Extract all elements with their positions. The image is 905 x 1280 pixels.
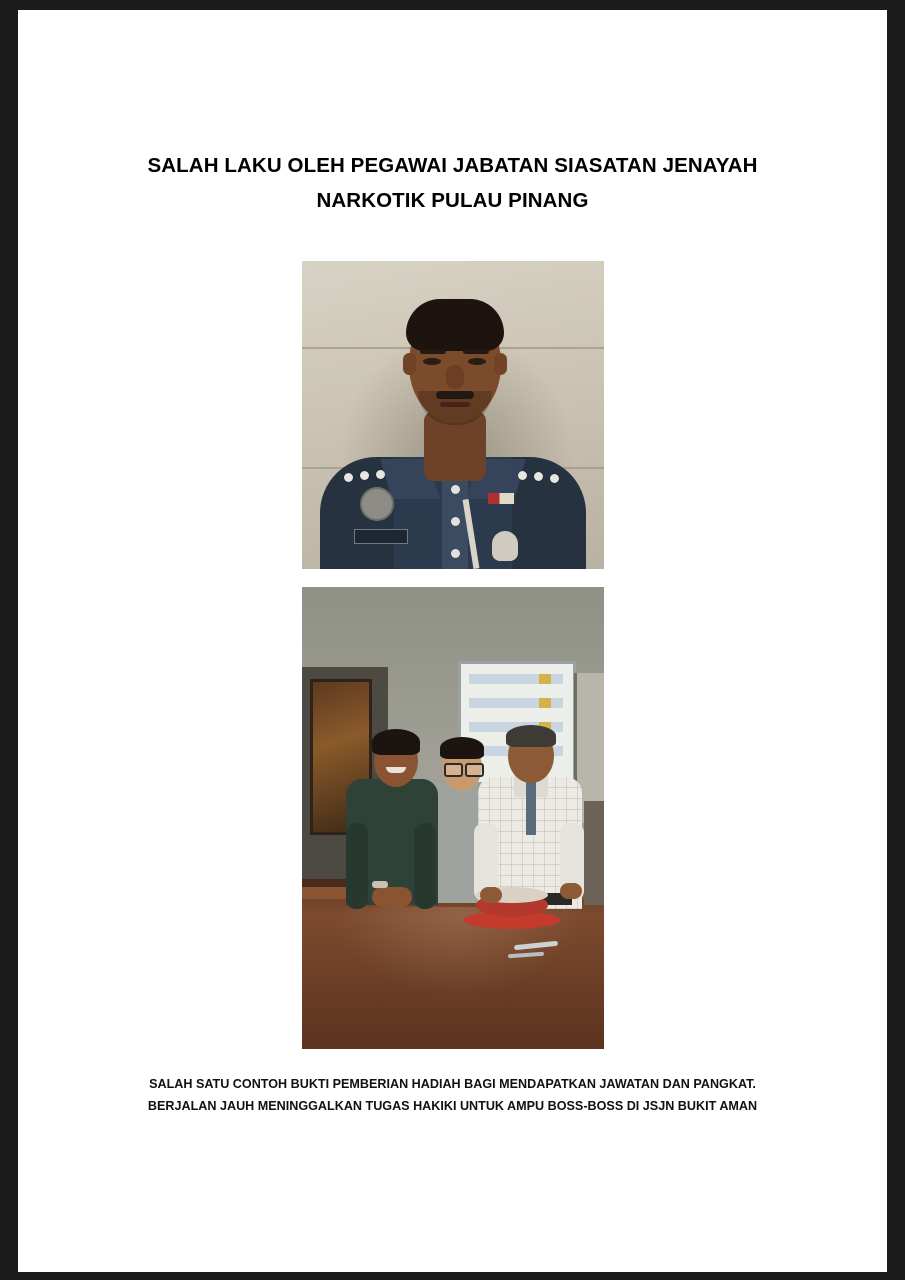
glasses-icon [465,763,484,777]
portrait-photo [302,261,604,569]
portrait-moustache [436,391,474,399]
uniform-button [451,517,460,526]
portrait-mouth [440,402,470,407]
portrait-brow-right [463,349,489,354]
uniform-badge-icon [360,487,394,521]
rank-pip-icon [376,470,385,479]
person-right-hand-left [480,887,502,903]
portrait-eye-left [423,358,441,365]
page-title-line-1: SALAH LAKU OLEH PEGAWAI JABATAN SIASATAN JENAYAH [147,154,758,177]
group-photo [302,587,604,1049]
caption-line-1: SALAH SATU CONTOH BUKTI PEMBERIAN HADIAH BAGI MENDAPATKAN JAWATAN DAN PANGKAT. [149,1077,756,1091]
person-left-hands [372,887,412,907]
caption-line-2: BERJALAN JAUH MENINGGALKAN TUGAS HAKIKI UNTUK AMPU BOSS-BOSS DI JSJN BUKIT AMAN [147,1099,758,1113]
glasses-icon [444,763,463,777]
portrait-brow-left [420,349,446,354]
person-left-arm-right [414,823,436,909]
person-middle-hair [440,737,484,759]
person-left-hair [372,729,420,755]
person-right-hand-right [560,883,582,899]
page-title [83,148,823,218]
photo-caption [83,1073,823,1117]
uniform-nametag [354,529,408,544]
rank-pip-icon [344,473,353,482]
document-body [18,10,887,1117]
person-left-arm-left [346,823,368,909]
uniform-button [451,549,460,558]
rank-pip-icon [360,471,369,480]
noticeboard-marker [539,698,551,708]
portrait-ear-left [403,353,416,375]
person-right-hair [506,725,556,747]
page-title-line-2: NARKOTIK PULAU PINANG [316,189,589,212]
portrait-hair [406,299,504,351]
rank-pip-icon [550,474,559,483]
portrait-ear-right [494,353,507,375]
noticeboard-marker [539,674,551,684]
rank-pip-icon [534,472,543,481]
uniform-button [451,485,460,494]
rank-pip-icon [518,471,527,480]
uniform-ribbon-icon [488,493,514,504]
person-left-smile [386,767,406,773]
portrait-nose [446,365,464,389]
portrait-eye-right [468,358,486,365]
uniform-crest-icon [492,531,518,561]
person-right-tie [526,779,536,835]
document-page [18,10,887,1272]
wristwatch-icon [372,881,388,888]
person-far-right-body [584,801,604,905]
